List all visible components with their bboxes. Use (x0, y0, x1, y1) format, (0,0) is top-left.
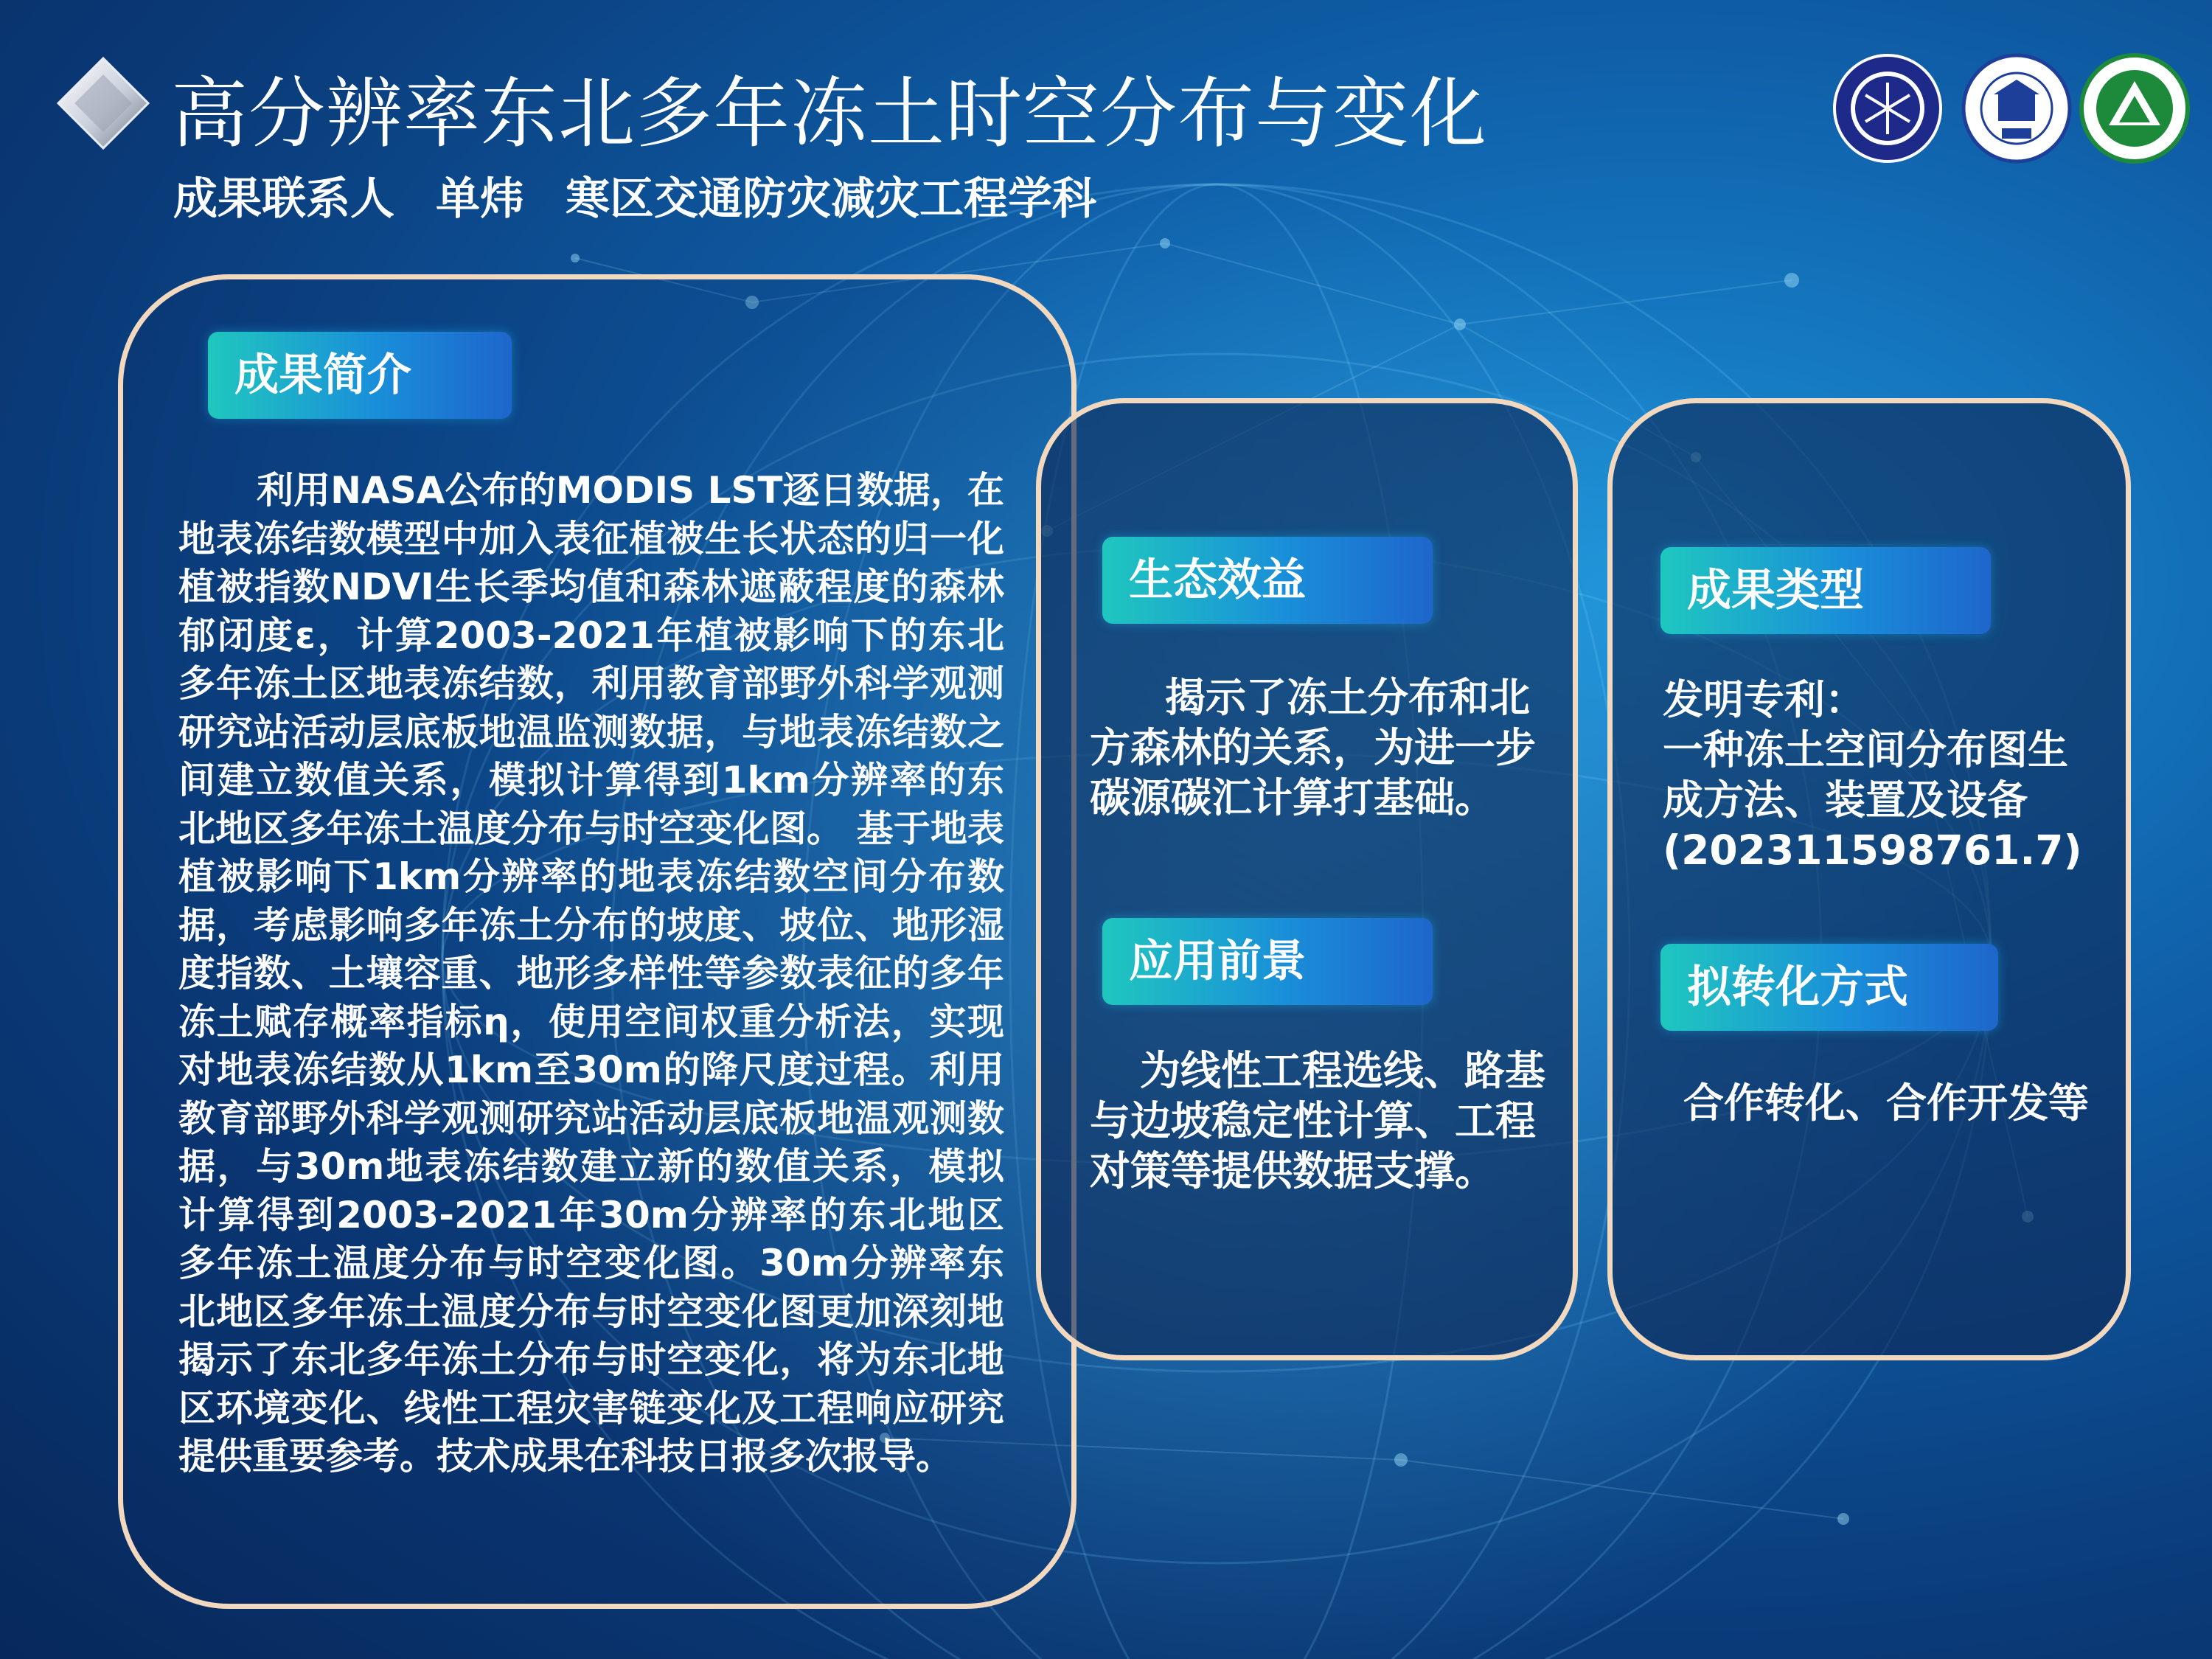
discipline: 寒区交通防灾减灾工程学科 (566, 173, 1096, 225)
subtitle (173, 164, 1138, 227)
result-type-line-4: (202311598761.7) (1663, 827, 2082, 874)
result-type-line-3: 成方法、装置及设备 (1663, 776, 2028, 824)
application-label: 应用前景 (1102, 918, 1433, 1005)
ecology-label: 生态效益 (1102, 537, 1433, 624)
diamond-icon (55, 55, 151, 151)
page-title: 高分辨率东北多年冻土时空分布与变化 (171, 69, 1488, 159)
transfer-label: 拟转化方式 (1660, 944, 1998, 1031)
contact-label: 成果联系人 (173, 173, 394, 225)
result-type-line-1: 发明专利： (1663, 676, 1866, 723)
intro-label: 成果简介 (208, 332, 512, 419)
contact-name: 单炜 (436, 173, 524, 225)
result-type-text (1663, 675, 2127, 875)
forestry-university-logo (2079, 53, 2190, 164)
transfer-text: 合作转化、合作开发等 (1683, 1079, 2090, 1127)
application-text: 为线性工程选线、路基与边坡稳定性计算、工程对策等提供数据支撑。 (1090, 1047, 1546, 1194)
result-type-line-2: 一种冻土空间分布图生 (1663, 726, 2069, 773)
civil-engineering-school-logo (1961, 53, 2072, 164)
result-type-label: 成果类型 (1660, 547, 1991, 634)
intro-text: 利用NASA公布的MODIS LST逐日数据，在地表冻结数模型中加入表征植被生长状态的归一化植被指数NDVI生长季均值和森林遮蔽程度的森林郁闭度ε，计算2003-2021年植被影响下的东北多年冻土区地表冻结数，利用教育部野外科学观测研究站活动层底板地温监测数据，与地表冻结数之间建立数值关系，模拟计算得到1km分辨率的东北地区多年冻土温度分布与时空变化图。 基于地表植被影响下1km分辨率的地表冻结数空间分布数据，考虑影响多年冻土分布的坡度、坡位、地形湿度指数、土壤容重、地形多样性等参数表征的多年冻土赋存概率指标η，使用空间权重分析法，实现对地表冻结数从1km至30m的降尺度过程。利用教育部野外科学观测研究站活动层底板地温观测数据，与30m地表冻结数建立新的数值关系，模拟计算得到2003-2021年30m分辨率的东北地区多年冻土温度分布与时空变化图。30m分辨率东北地区多年冻土温度分布与时空变化图更加深刻地揭示了东北多年冻土分布与时空变化，将为东北地区环境变化、线性工程灾害链变化及工程响应研究提供重要参考。技术成果在科技日报多次报导。 (178, 469, 1004, 1478)
result-type-panel (1607, 398, 2131, 1360)
ecology-text: 揭示了冻土分布和北方森林的关系，为进一步碳源碳汇计算打基础。 (1090, 674, 1537, 821)
university-seal-logo (1832, 53, 1943, 164)
